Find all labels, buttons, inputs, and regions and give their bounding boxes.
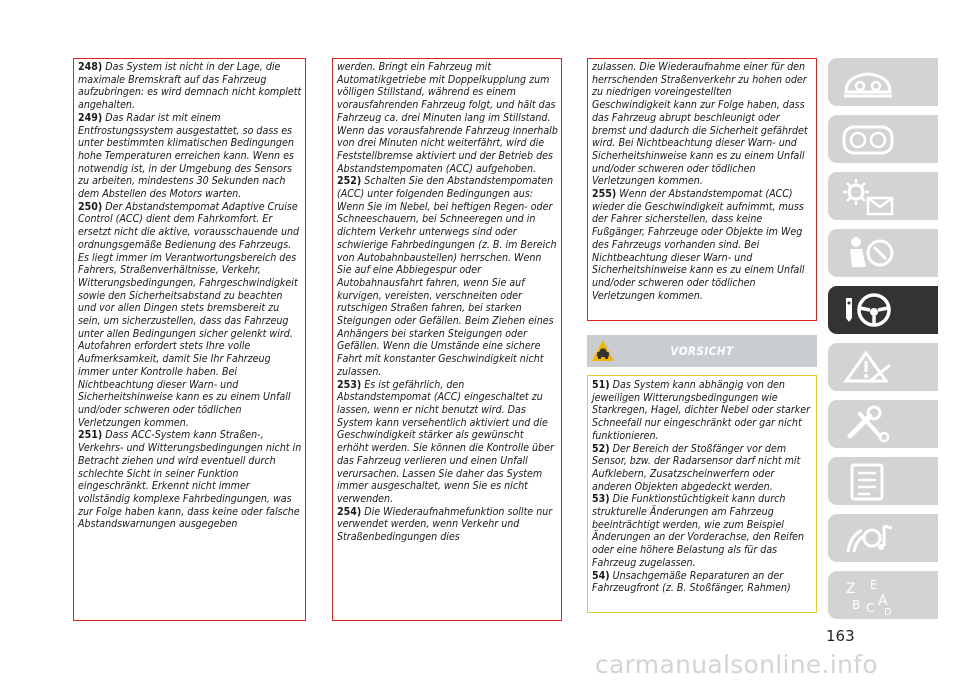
paragraph-text: Es ist gefährlich, den Abstandstempomat (ACC) eingeschaltet zu lassen, wenn er nicht benutzt wird. Das System kann versehentlich aktiviert und die Geschwindigkeit stärker als gewünscht erhöht werden. Sie können die Kontrolle über das Fahrzeug verlieren und einen Unfall verursachen. Lassen Sie daher das System immer ausgeschaltet, wenn Sie es nicht verwenden. <box>337 378 554 505</box>
warning-paragraph <box>78 112 302 201</box>
lights-icon <box>840 176 896 216</box>
multimedia-icon <box>840 518 896 558</box>
paragraph-text: Wenn der Abstandstempomat (ACC) wieder die Geschwindigkeit aufnimmt, muss der Fahrer sicherstellen, dass keine Fußgänger, Fahrzeuge oder Objekte im Weg des Fahrzeugs vorhanden sind. Bei Nichtbeachtung dieser Warn- und Sicherheitshinweise kann es zu einem Unfall und/oder schweren oder tödlichen Verletzungen kommen. <box>592 188 805 302</box>
paragraph-text: Dass ACC-System kann Straßen-, Verkehrs- und Witterungsbedingungen nicht in Betracht ziehen und wird eventuell durch schlechte Sicht in seiner Funktion eingeschränkt. Erkennt nicht immer vollständig komplexe Fahrbedingungen, was zur Folge haben kann, dass keine oder falsche Abstandswarnungen ausgegeben <box>78 429 302 531</box>
car-dashboard-icon <box>840 62 896 102</box>
warning-paragraph <box>592 570 813 595</box>
watermark: carmanualsonline.info <box>595 650 878 679</box>
warning-paragraph <box>78 61 302 112</box>
footnote-number: 251) <box>78 429 103 442</box>
svg-text:B: B <box>852 598 861 612</box>
svg-text:C: C <box>866 601 875 615</box>
warning-paragraph <box>337 61 558 175</box>
warning-paragraph <box>337 175 558 378</box>
svg-text:E: E <box>870 578 878 592</box>
footnote-number: 254) <box>337 505 362 518</box>
footnote-number: 252) <box>337 175 362 188</box>
footnote-number: 51) <box>592 379 610 391</box>
footnote-number: 54) <box>592 569 610 582</box>
warnings-column-2 <box>332 58 562 621</box>
paragraph-text: zulassen. Die Wiederaufnahme einer für den herrschenden Straßenverkehr zu hohen oder zu niedrigen voreingestellten Geschwindigkeit kann zur Folge haben, dass das Fahrzeug abrupt beschleunigt oder bremst und dadurch die Sicherheit gefährdet wird. Bei Nichtbeachtung dieser Warn- und Sicherheitshinweise kann es zu einem Unfall und/oder schweren oder tödlichen Verletzungen kommen. <box>592 61 808 188</box>
footnote-number: 250) <box>78 200 103 213</box>
footnote-number: 249) <box>78 111 103 124</box>
chapter-tab[interactable] <box>828 514 938 562</box>
caution-column <box>587 375 817 613</box>
technical-data-icon <box>840 461 896 501</box>
paragraph-text: Schalten Sie den Abstandstempomaten (ACC) unter folgenden Bedingungen aus: Wenn Sie im Nebel, bei heftigen Regen- oder Schneeschauern, bei Schneeregen und in dichtem Verkehr unterwegs sind oder schwierige Fahrbedingungen (z. B. im Bereich von Autobahnbaustellen) herrschen. Wenn Sie auf eine Abbiegespur oder Autobahnausfahrt fahren, wenn Sie auf kurvigen, vereisten, verschneiten oder rutschigen Straßen fahren, bei starken Steigungen oder Gefällen. Beim Ziehen eines Anhängers bei starken Steigungen oder Gefällen. Wenn die Umstände eine sichere Fahrt mit konstanter Geschwindigkeit nicht zulassen. <box>337 175 557 378</box>
paragraph-text: Der Abstandstempomat Adaptive Cruise Control (ACC) dient dem Fahrkomfort. Er ersetzt nicht die aktive, vorausschauende und ordnungsgemäße Bedienung des Fahrzeugs. Es liegt immer im Verantwortungsbereich des Fahrers, Straßenverhältnisse, Verkehr, Witterungsbedingungen, Fahrgeschwindigkeit sowie den Sicherheitsabstand zu beachten und vor allen Dingen stets bremsbereit zu sein, um sicherzustellen, dass das Fahrzeug unter allen Bedingungen sicher gelenkt wird. Autofahren erfordert stets Ihre volle Aufmerksamkeit, damit Sie Ihr Fahrzeug immer unter Kontrolle haben. Bei Nichtbeachtung dieser Warn- und Sicherheitshinweise kann es zu einem Unfall und/oder schweren oder tödlichen Verletzungen kommen. <box>78 200 300 429</box>
warning-paragraph <box>337 506 558 544</box>
warning-paragraph <box>592 493 813 569</box>
page-number: 163 <box>826 627 855 645</box>
chapter-tab[interactable] <box>828 400 938 448</box>
warning-paragraph <box>337 379 558 506</box>
footnote-number: 53) <box>592 493 610 506</box>
paragraph-text: Die Wiederaufnahmefunktion sollte nur verwendet werden, wenn Verkehr und Straßenbedingungen dies <box>337 505 553 544</box>
caution-header <box>587 335 817 367</box>
paragraph-text: Der Bereich der Stoßfänger vor dem Sensor, bzw. der Radarsensor darf nicht mit Aufklebern, Zusatzscheinwerfern oder anderen Objekten abgedeckt werden. <box>592 442 801 493</box>
warning-paragraph <box>592 443 813 494</box>
warning-paragraph <box>592 379 813 443</box>
paragraph-text: Das System kann abhängig von den jeweiligen Witterungsbedingungen wie Starkregen, Hagel, dichter Nebel oder starker Schneefall nur eingeschränkt oder gar nicht funktionieren. <box>592 379 811 442</box>
steering-wheel-key-icon <box>840 290 896 330</box>
index-letters-icon <box>840 575 896 615</box>
footnote-number: 253) <box>337 378 362 391</box>
svg-text:D: D <box>884 607 892 615</box>
paragraph-text: Das Radar ist mit einem Entfrostungssystem ausgestattet, so dass es unter bestimmten klimatischen Bedingungen hohe Temperaturen erreichen kann. Wenn es notwendig ist, in der Umgebung des Sensors zu arbeiten, mindestens 30 Sekunden nach dem Abstellen des Motors warten. <box>78 111 294 201</box>
paragraph-text: Unsachgemäße Reparaturen an der Fahrzeugfront (z. B. Stoßfänger, Rahmen) <box>592 569 791 595</box>
chapter-tab[interactable] <box>828 229 938 277</box>
svg-text:Z: Z <box>846 581 856 597</box>
paragraph-text: Die Funktionstüchtigkeit kann durch strukturelle Änderungen am Fahrzeug beeinträchtigt werden, wie zum Beispiel Änderungen an der Vorderachse, den Reifen oder eine höhere Belastung als für das Fahrzeug zugelassen. <box>592 493 805 569</box>
chapter-tab[interactable] <box>828 571 938 619</box>
chapter-tab[interactable] <box>828 58 938 106</box>
airbag-safety-icon <box>840 233 896 273</box>
warnings-column-3 <box>587 58 817 321</box>
svg-text:A: A <box>878 593 888 609</box>
warning-triangle-icon <box>840 347 896 387</box>
chapter-tab[interactable] <box>828 115 938 163</box>
paragraph-text: werden. Bringt ein Fahrzeug mit Automatikgetriebe mit Doppelkupplung zum völligen Stillstand, während es einem vorausfahrenden Fahrzeug folgt, und hält das Fahrzeug ca. drei Minuten lang im Stillstand. Wenn das vorausfahrende Fahrzeug innerhalb von drei Minuten nicht weiterfährt, wird die Feststellbremse aktiviert und der Betrieb des Abstandstempomaten (ACC) aufgehoben. <box>337 61 558 175</box>
warning-paragraph <box>592 61 813 188</box>
warning-paragraph <box>592 188 813 302</box>
chapter-tab[interactable] <box>828 286 938 334</box>
chapter-tab[interactable] <box>828 172 938 220</box>
warning-paragraph <box>78 201 302 430</box>
footnote-number: 52) <box>592 442 610 455</box>
warning-paragraph <box>78 429 302 531</box>
wrench-service-icon <box>840 404 896 444</box>
warnings-column-1 <box>73 58 306 621</box>
chapter-tab[interactable] <box>828 457 938 505</box>
paragraph-text: Das System ist nicht in der Lage, die maximale Bremskraft auf das Fahrzeug aufzubringen: es wird demnach nicht komplett angehalten. <box>78 61 302 112</box>
footnote-number: 255) <box>592 188 617 201</box>
chapter-tab[interactable] <box>828 343 938 391</box>
instrument-cluster-icon <box>840 119 896 159</box>
footnote-number: 248) <box>78 61 103 73</box>
caution-title: VORSICHT <box>670 344 734 358</box>
